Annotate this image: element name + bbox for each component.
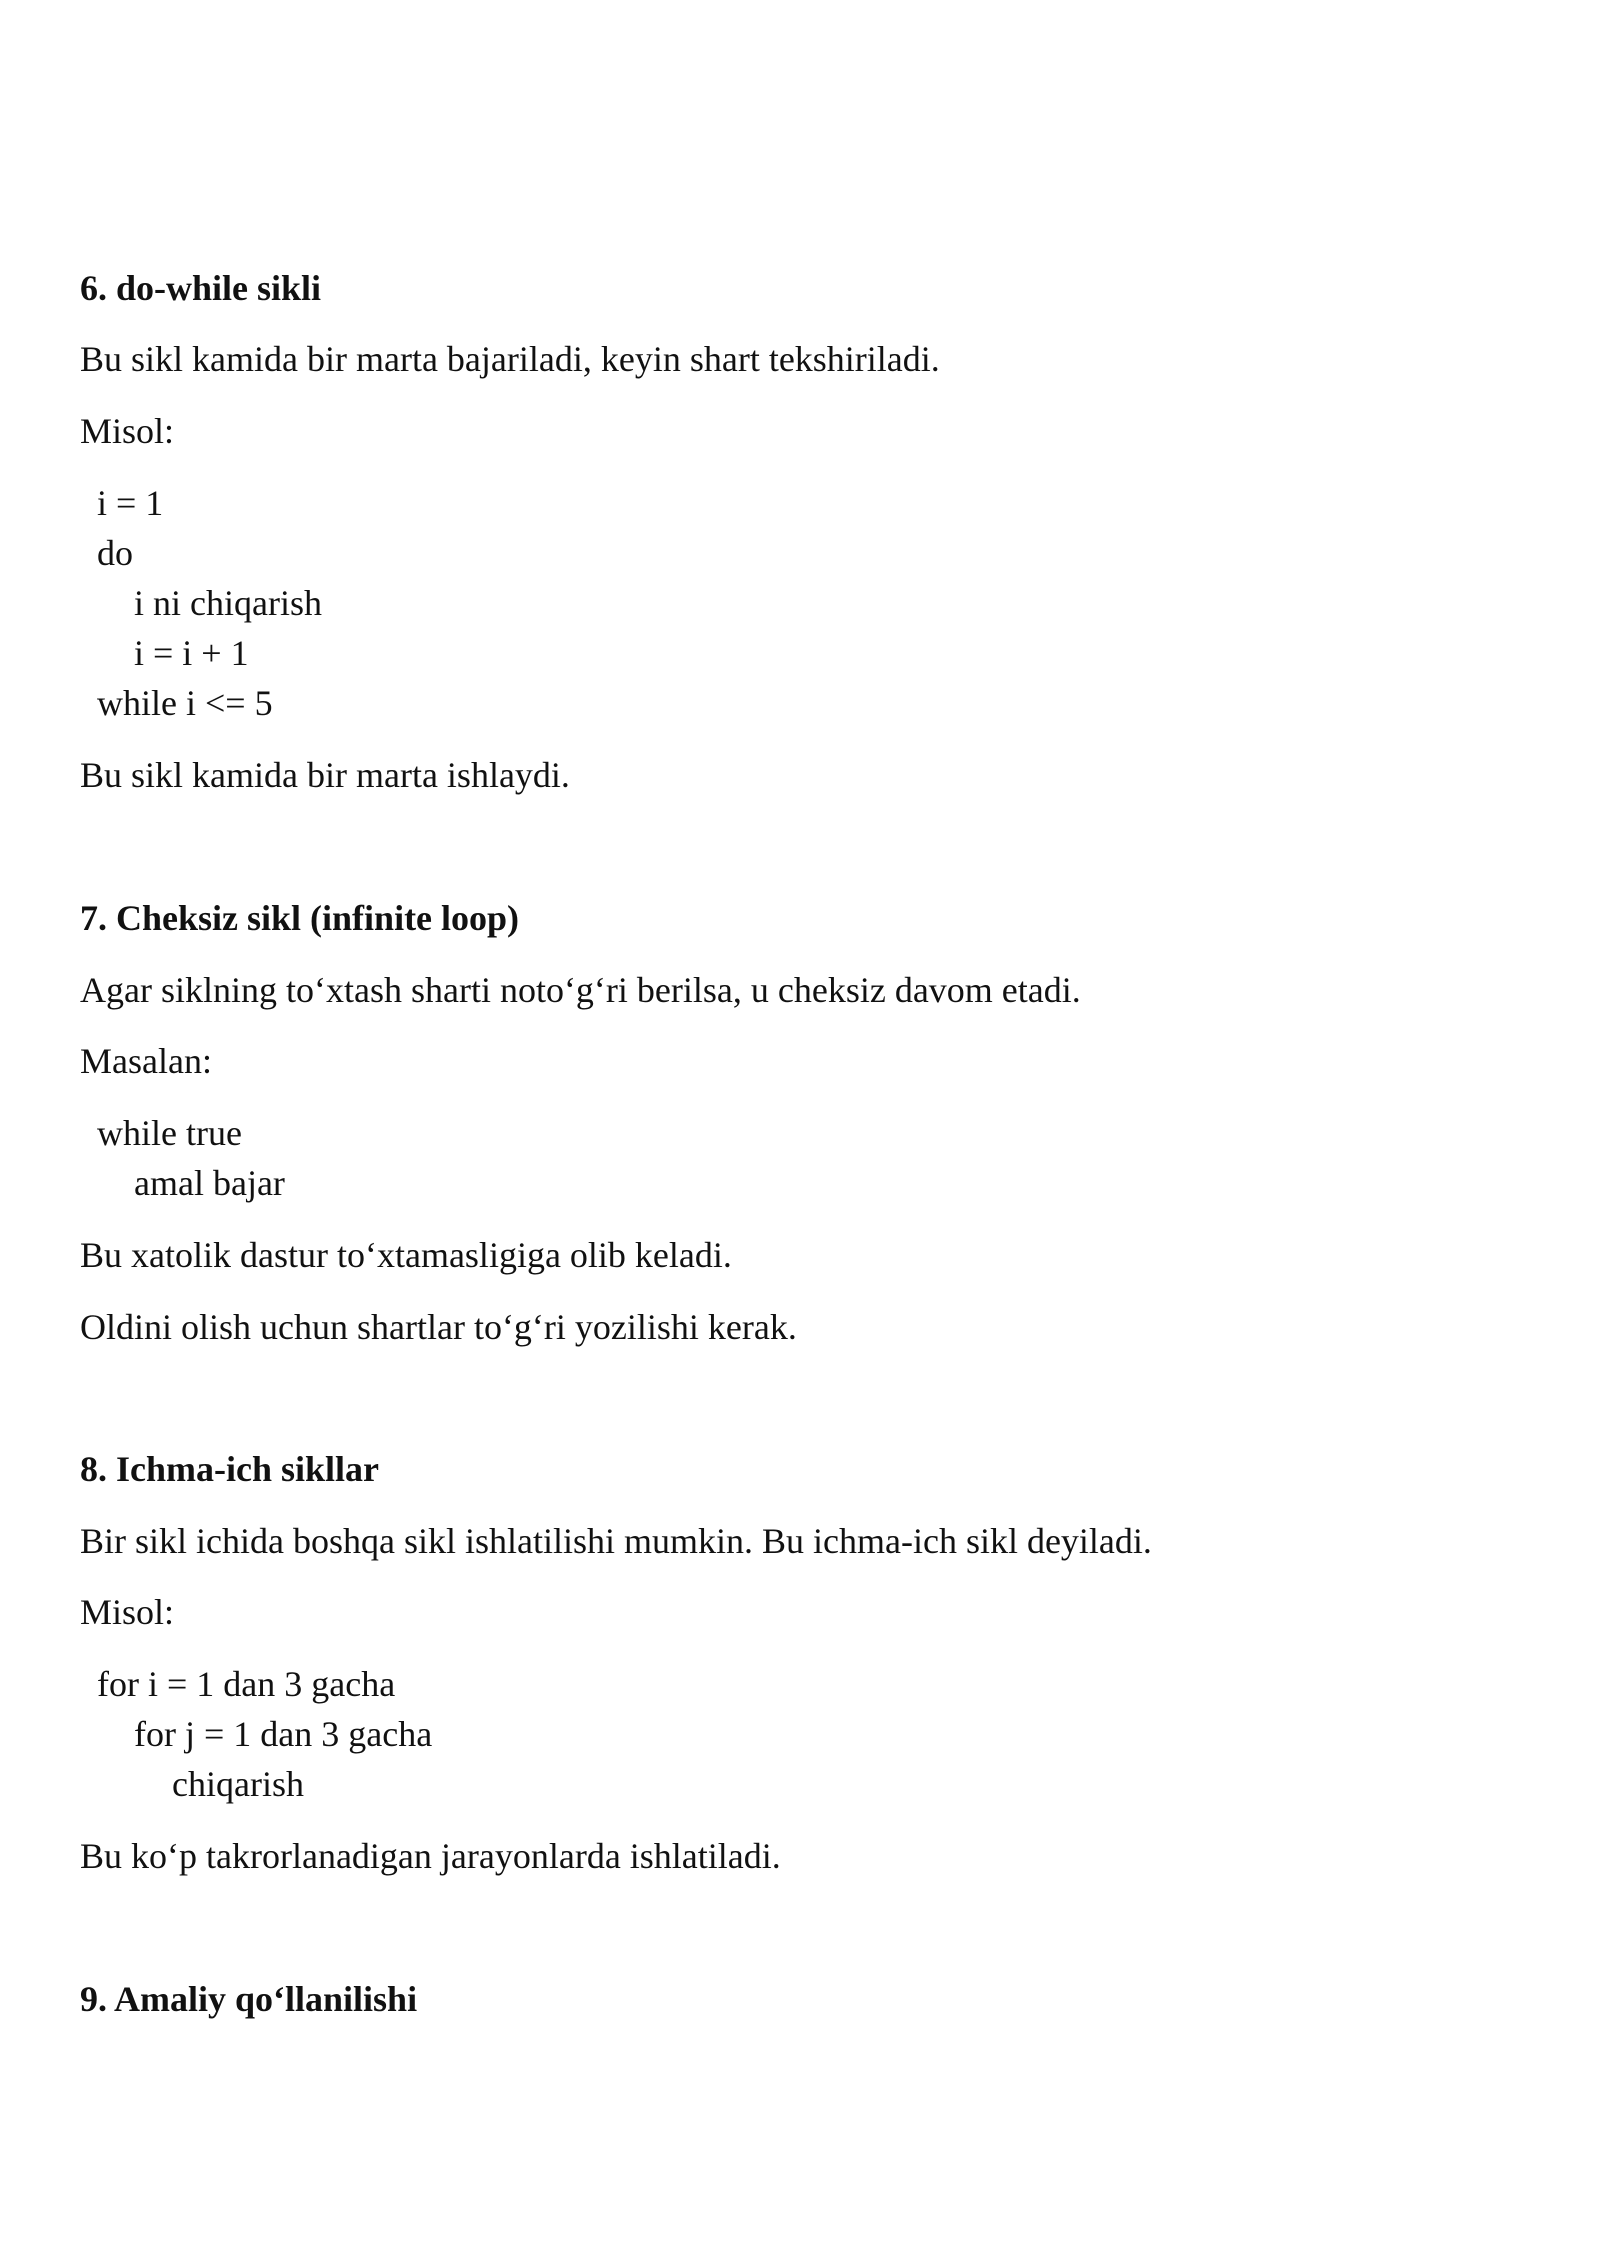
paragraph: Bu sikl kamida bir marta ishlaydi. [80,755,570,795]
section-heading: 7. Cheksiz sikl (infinite loop) [80,898,520,938]
code-line: for i = 1 dan 3 gacha [97,1664,396,1704]
paragraph: Bu sikl kamida bir marta bajariladi, keyin shart tekshiriladi. [80,339,940,379]
code-line: i = i + 1 [134,633,249,673]
paragraph: Bu ko‘p takrorlanadigan jarayonlarda ishlatiladi. [80,1836,781,1876]
code-line: i = 1 [97,483,164,523]
example-label: Misol: [80,1592,175,1632]
section-heading: 8. Ichma-ich sikllar [80,1449,380,1489]
code-line: while true [97,1113,242,1153]
code-line: chiqarish [172,1764,304,1804]
example-label: Masalan: [80,1041,212,1081]
example-label: Misol: [80,411,175,451]
code-line: i ni chiqarish [134,583,322,623]
paragraph: Bir sikl ichida boshqa sikl ishlatilishi mumkin. Bu ichma-ich sikl deyiladi. [80,1521,1152,1561]
code-line: do [97,533,133,573]
code-line: while i <= 5 [97,683,273,723]
section-heading: 6. do-while sikli [80,268,322,308]
paragraph: Agar siklning to‘xtash sharti noto‘g‘ri berilsa, u cheksiz davom etadi. [80,970,1081,1010]
paragraph: Oldini olish uchun shartlar to‘g‘ri yozilishi kerak. [80,1307,797,1347]
section-heading: 9. Amaliy qo‘llanilishi [80,1979,418,2019]
paragraph: Bu xatolik dastur to‘xtamasligiga olib keladi. [80,1235,732,1275]
code-line: amal bajar [134,1163,285,1203]
code-line: for j = 1 dan 3 gacha [134,1714,433,1754]
